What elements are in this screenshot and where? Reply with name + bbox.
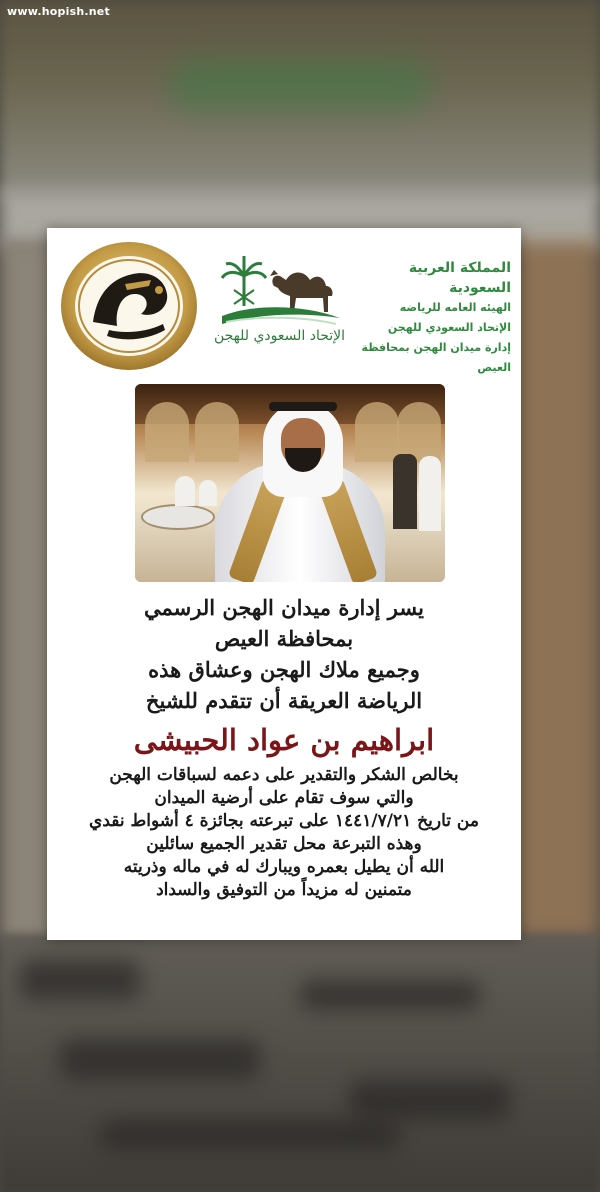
header-line-federation: الإتحاد السعودي للهجن [387,321,511,334]
site-watermark: www.hopish.net [7,5,110,18]
header-authorities [361,258,511,378]
federation-name: الإتحاد السعودي للهجن [213,328,346,344]
header-line-sports-authority: الهيئه العامه للرياضه [399,301,511,314]
intro-line-2: بمحافظة العيص [214,626,354,651]
closing-line-4: وهذه التبرعة محل تقدير الجميع سائلين [146,834,422,854]
closing-line-5: الله أن يطيل بعمره ويبارك له في ماله وذريته [123,857,445,877]
closing-line-3: من تاريخ ١٤٤١/٧/٢١ على تبرعته بجائزة ٤ أشواط نقدي [89,811,479,831]
closing-line-1: بخالص الشكر والتقدير على دعمه لسباقات الهجن [109,765,459,785]
header-line-kingdom: المملكة العربية السعودية [408,260,511,296]
closing-line-2: والتي سوف تقام على أرضية الميدان [154,788,414,808]
camel-racing-emblem-icon [55,234,203,374]
announcement-text [61,592,507,902]
intro-line-4: الرياضة العريقة أن تتقدم للشيخ [145,688,423,713]
sheikh-photo [135,384,445,582]
announcement-card [47,228,521,940]
intro-line-1: يسر إدارة ميدان الهجن الرسمي [144,595,424,620]
intro-line-3: وجميع ملاك الهجن وعشاق هذه [148,657,420,682]
header-line-administration: إدارة ميدان الهجن بمحافظة العيص [361,341,511,374]
closing-line-6: متمنين له مزيداً من التوفيق والسداد [156,880,412,900]
sheikh-name: ابراهيم بن عواد الحبيشى [133,723,435,757]
